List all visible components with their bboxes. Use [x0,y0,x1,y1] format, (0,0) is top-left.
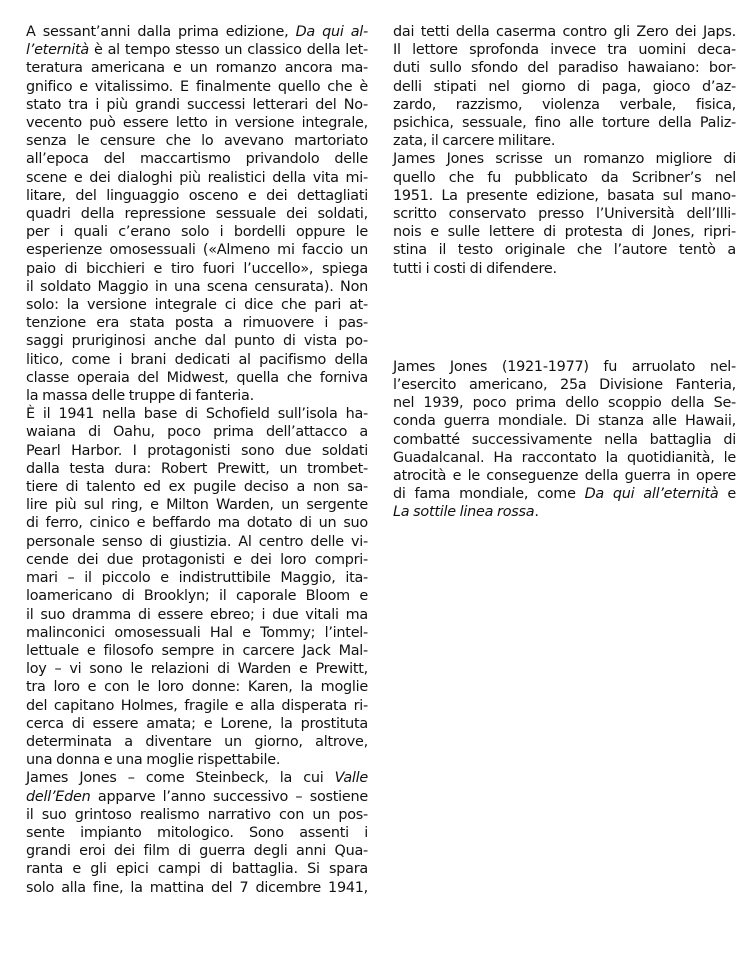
text-line [393,41,736,59]
text-segment: è al tempo stesso un classico della let- [88,42,368,59]
text-segment: mari – il piccolo e indistruttibile Maggio, ita- [26,570,368,587]
text-segment: James Jones – come Steinbeck, la cui [26,770,335,787]
text-segment: psichica, sessuale, fino alle torture della Paliz- [393,115,736,132]
text-line [393,223,736,241]
text-line [393,449,736,467]
text-segment: teratura americana e un romanzo ancora ma- [26,60,368,77]
text-segment: scritto conservato presso l’Università dell’Illi- [393,206,736,223]
text-segment: Il lettore sprofonda invece tra uomini deca- [393,42,736,59]
text-segment: il suo dramma di essere ebreo; i due vitali ma [26,606,368,623]
text-line [393,412,736,430]
text-line [393,59,736,77]
text-line [26,678,368,696]
text-line [26,260,368,278]
text-line [26,314,368,332]
text-segment: cende dei due protagonisti e dei loro compri- [26,551,368,568]
text-segment: conda guerra mondiale. Di stanza alle Hawaii, [393,413,736,430]
text-line [393,187,736,205]
text-segment: litico, come i brani dedicati al pacifismo della [26,351,368,368]
text-segment: . [534,504,539,521]
text-line [26,769,368,787]
text-segment: l’esercito americano, 25a Divisione Fanteria, [393,377,736,394]
text-line [26,241,368,259]
text-line [26,806,368,824]
text-line [393,260,736,278]
text-segment: saggi pruriginosi anche dal punto di vista po- [26,333,368,350]
text-line [26,551,368,569]
text-line [393,394,736,412]
italic-title: La sottile linea rossa [393,504,535,521]
text-segment: di ferro, cinico e beffardo ma dotato di un suo [26,515,368,532]
text-segment: 1951. La presente edizione, basata sul mano- [393,187,736,204]
text-line [26,788,368,806]
text-line [26,351,368,369]
text-segment: dalla testa dura: Robert Prewitt, un trombet- [26,460,368,477]
text-line [26,642,368,660]
text-line [393,96,736,114]
text-segment: James Jones scrisse un romanzo migliore di [393,151,736,168]
right-column-body [393,23,736,278]
text-line [26,223,368,241]
text-line [26,114,368,132]
text-line [26,187,368,205]
italic-title: Da qui al- [295,24,368,40]
text-segment: scene e dei dialoghi più realistici della vita mi- [26,169,368,186]
text-segment: gnifico e vitalissimo. E finalmente quello che è [26,78,368,95]
text-line [393,467,736,485]
text-segment: il soldato Maggio in una scena censurata). Non [26,278,368,295]
text-line [26,405,368,423]
text-segment: stato tra i più grandi successi letterari del No- [26,96,368,113]
text-segment: loy – vi sono le relazioni di Warden e Prewitt, [26,661,368,678]
text-line [26,296,368,314]
text-segment: delli stipati nel giorno di paga, gioco d’az- [393,78,736,95]
text-segment: sente impianto mitologico. Sono assenti i [26,824,368,841]
text-segment: tutti i costi di difendere. [393,260,557,277]
text-line [393,169,736,187]
text-line [393,503,736,521]
text-line [393,358,736,376]
text-segment: James Jones (1921-1977) fu arruolato nel- [393,358,736,375]
text-segment: solo alla fine, la mattina del 7 dicembre 1941, [26,879,368,896]
text-segment: A sessant’anni dalla prima edizione, [26,24,296,40]
text-segment: paio di bicchieri e tiro fuori l’uccello», spiega [26,260,368,277]
text-segment: quadri della repressione sessuale dei soldati, [26,206,368,223]
text-line [393,78,736,96]
text-line [26,697,368,715]
text-line [26,478,368,496]
text-segment: classe operaia del Midwest, quella che forniva [26,369,368,386]
text-line [26,533,368,551]
italic-title: Da qui all’eternità [584,486,719,503]
text-segment: lettuale e filosofo sempre in carcere Jack Mal- [26,642,368,659]
text-line [26,369,368,387]
text-line [393,150,736,168]
text-segment: cerca di essere amata; e Lorene, la prostituta [26,715,368,732]
text-line [26,496,368,514]
right-column [393,23,736,522]
text-line [393,241,736,259]
text-segment: zata, il carcere militare. [393,133,556,150]
text-line [26,624,368,642]
text-line [26,715,368,733]
text-line [26,150,368,168]
text-line [26,423,368,441]
text-line [393,114,736,132]
text-segment: nois e sulle lettere di protesta di Jones, ripri- [393,224,736,241]
text-segment: lire più sul ring, e Milton Warden, un sergente [26,497,368,514]
text-line [26,569,368,587]
text-segment: di fama mondiale, come [393,486,585,503]
text-segment: personale senso di giustizia. Al centro delle vi- [26,533,368,550]
text-segment: ranta e gli epici campi di battaglia. Si spara [26,861,368,878]
text-line [26,78,368,96]
text-segment: quello che fu pubblicato da Scribner’s nel [393,169,736,186]
text-segment: combatté successivamente nella battaglia di [393,431,736,448]
text-line [393,485,736,503]
text-segment: È il 1941 nella base di Schofield sull’isola ha- [26,406,368,423]
text-line [26,587,368,605]
text-segment: solo: la versione integrale ci dice che pari at- [26,297,368,314]
text-segment: la massa delle truppe di fanteria. [26,388,254,405]
text-line [26,387,368,405]
author-bio [393,358,736,522]
text-line [26,132,368,150]
text-line [26,606,368,624]
text-segment: tiere di talento ed ex pugile deciso a non sa- [26,479,368,496]
text-segment: apparve l’anno successivo – sostiene [90,788,368,805]
text-line [26,660,368,678]
text-segment: loamericano di Brooklyn; il caporale Bloom e [26,588,368,605]
text-segment: duti sullo sfondo del paradiso hawaiano: bor- [393,60,736,77]
text-segment: Pearl Harbor. I protagonisti sono due soldati [26,442,368,459]
italic-title: l’eternità [26,42,89,59]
text-segment: dai tetti della caserma contro gli Zero dei Japs. [393,24,736,40]
text-line [26,59,368,77]
text-segment: vecento può essere letto in versione integrale, [26,115,368,132]
text-line [26,733,368,751]
text-segment: all’epoca del maccartismo privandolo delle [26,151,368,168]
text-segment: il suo grintoso realismo narrativo con un pos- [26,806,368,823]
text-segment: stina il testo originale che l’autore tentò a [393,242,736,259]
text-segment: litare, del linguaggio osceno e dei dettagliati [26,187,368,204]
text-line [393,376,736,394]
text-line [393,205,736,223]
text-segment: per i quali c’erano solo i bordelli oppure le [26,224,368,241]
text-line [26,751,368,769]
italic-title: dell’Eden [26,788,91,805]
left-column [26,23,368,897]
text-segment: malinconici omosessuali Hal e Tommy; l’intel- [26,624,368,641]
text-line [26,41,368,59]
text-line [26,442,368,460]
text-line [26,460,368,478]
text-line [26,278,368,296]
text-line [26,514,368,532]
text-segment: Guadalcanal. Ha raccontato la quotidianità, le [393,449,736,466]
column-gap [393,278,736,358]
text-line [393,132,736,150]
italic-title: Valle [334,770,368,787]
text-line [26,169,368,187]
text-segment: tenzione era stata posta a rimuovere i pas- [26,315,368,332]
text-segment: grandi eroi dei film di guerra degli anni Qua- [26,843,368,860]
text-segment: e [718,486,736,503]
text-segment: determinata a diventare un giorno, altrove, [26,733,368,750]
text-segment: esperienze omosessuali («Almeno mi faccio un [26,242,368,259]
text-line [26,96,368,114]
text-segment: del capitano Holmes, fragile e alla disperata ri- [26,697,368,714]
text-line [26,824,368,842]
text-segment: waiana di Oahu, poco prima dell’attacco a [26,424,368,441]
text-line [26,332,368,350]
text-segment: tra loro e con le loro donne: Karen, la moglie [26,679,368,696]
text-line [26,879,368,897]
text-line [26,842,368,860]
text-segment: una donna e una moglie rispettabile. [26,752,281,769]
text-segment: atrocità e le conseguenze della guerra in opere [393,468,736,485]
text-segment: zardo, razzismo, violenza verbale, fisica, [393,96,736,113]
text-segment: nel 1939, poco prima dello scoppio della Se- [393,395,736,412]
text-line [393,23,736,41]
text-line [26,23,368,41]
text-segment: senza le censure che lo avevano martoriato [26,133,368,150]
text-line [26,860,368,878]
text-line [393,431,736,449]
text-line [26,205,368,223]
